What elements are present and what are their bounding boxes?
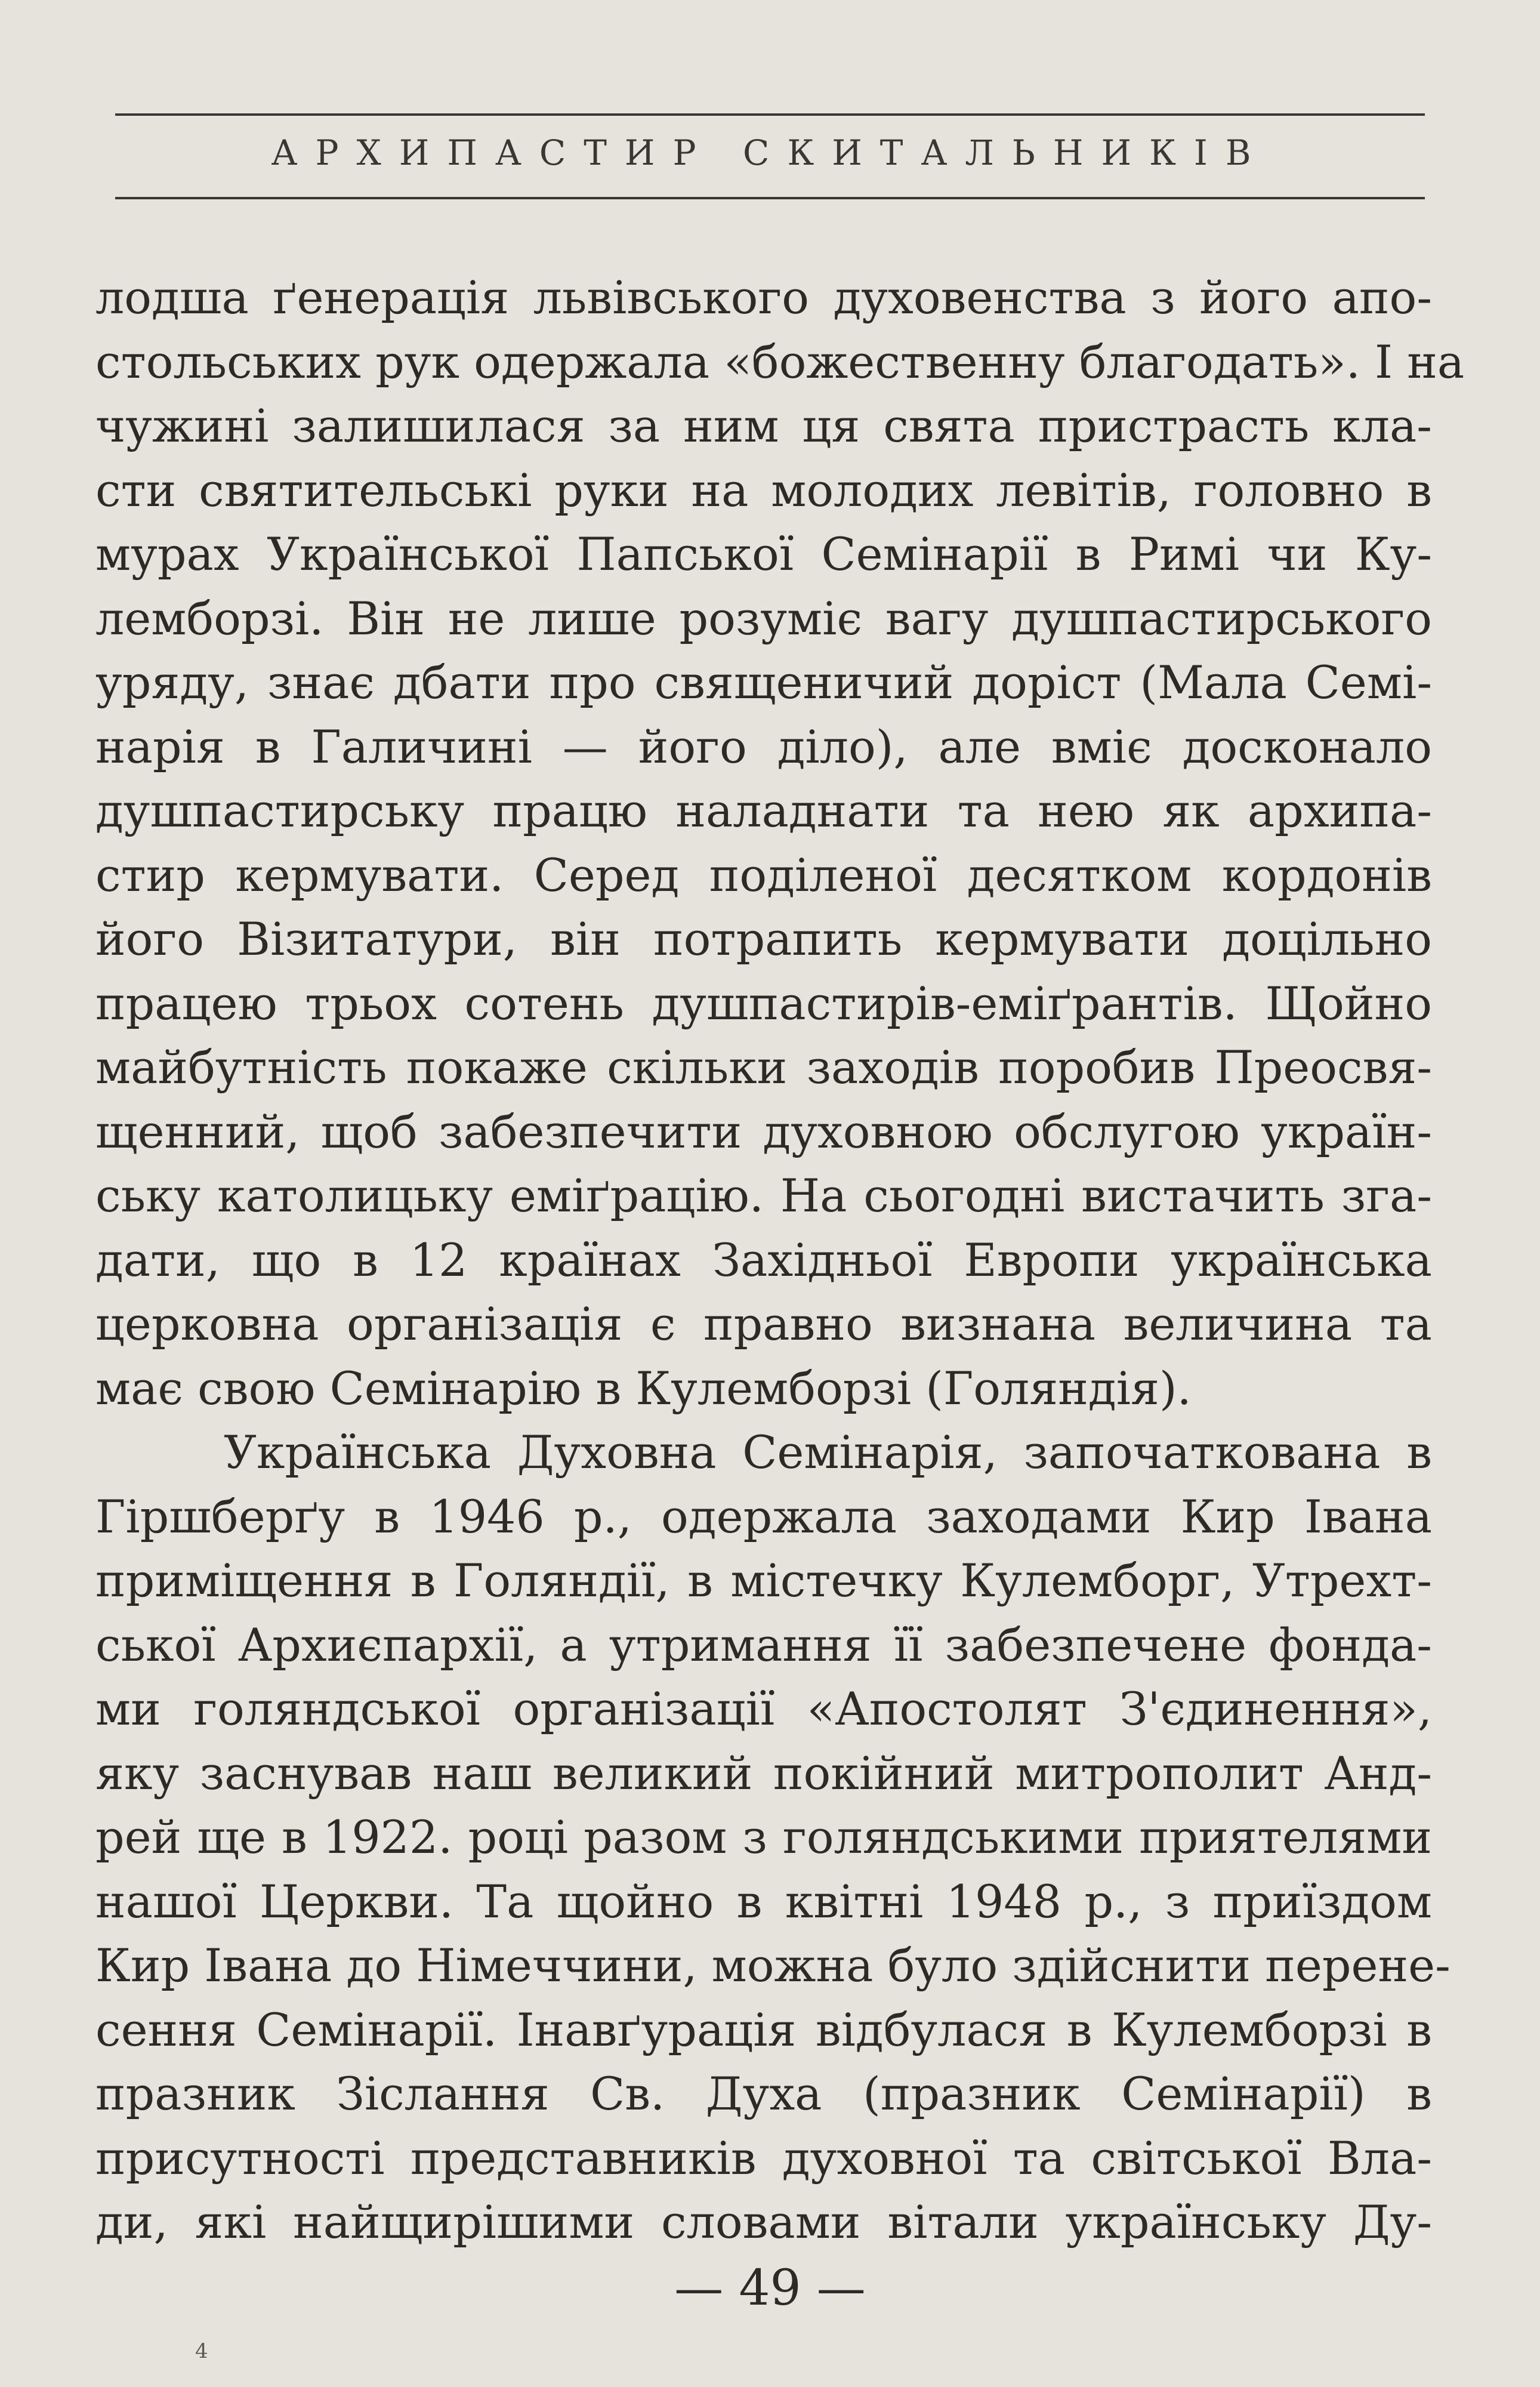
text-line: нарія в Галичині — його діло), але вміє досконало	[95, 720, 1432, 773]
header-rule-top	[115, 113, 1425, 116]
text-line: лемборзі. Він не лише розуміє вагу душпастирського	[95, 591, 1432, 645]
text-line: майбутність покаже скільки заходів поробив Преосвя-	[95, 1041, 1432, 1094]
text-line: лодша ґенерація львівського духовенства з його апо-	[95, 271, 1432, 324]
text-line: Кир Івана до Німеччини, можна було здійснити перене-	[95, 1939, 1450, 1992]
running-head: АРХИПАСТИР СКИТАЛЬНИКІВ	[271, 132, 1269, 173]
text-line: Гіршберґу в 1946 р., одержала заходами Кир Івана	[95, 1489, 1432, 1543]
text-line: щенний, щоб забезпечити духовною обслугою україн-	[95, 1105, 1432, 1158]
text-line: сення Семінарії. Інавґурація відбулася в Кулемборзі в	[95, 2003, 1432, 2056]
text-line: дати, що в 12 країнах Західньої Европи українська	[95, 1233, 1432, 1287]
text-line: його Візитатури, він потрапить кермувати доцільно	[95, 912, 1432, 966]
text-line: працею трьох сотень душпастирів-еміґрантів. Щойно	[95, 976, 1432, 1030]
text-line: церковна організація є правно визнана величина та	[95, 1297, 1432, 1350]
text-line: ми голяндської організації «Апостолят З'єдинення»,	[95, 1682, 1432, 1735]
text-line: Українська Духовна Семінарія, започаткована в	[224, 1426, 1432, 1479]
text-line: яку заснував наш великий покійний митрополит Анд-	[95, 1746, 1432, 1800]
signature-mark: 4	[195, 2339, 208, 2363]
text-line: ську католицьку еміґрацію. На сьогодні вистачить зга-	[95, 1169, 1432, 1222]
body-text	[95, 266, 1465, 2255]
text-line: празник Зіслання Св. Духа (празник Семінарії) в	[95, 2067, 1432, 2120]
text-line: приміщення в Голяндії, в містечку Кулемборг, Утрехт-	[95, 1554, 1432, 1607]
text-line: має свою Семінарію в Кулемборзі (Голяндія).	[95, 1361, 1192, 1415]
text-line: нашої Церкви. Та щойно в квітні 1948 р., з приїздом	[95, 1874, 1432, 1928]
header-rule-bottom	[115, 197, 1425, 199]
text-line: присутності представників духовної та світської Вла-	[95, 2131, 1432, 2185]
text-line: рей ще в 1922. році разом з голяндськими приятелями	[95, 1811, 1432, 1864]
text-line: сти святительські руки на молодих левітів, головно в	[95, 463, 1432, 517]
text-line: стольських рук одержала «божественну благодать». І на	[95, 335, 1465, 388]
text-line: стир кермувати. Серед поділеної десятком кордонів	[95, 848, 1432, 902]
text-line: ди, які найщирішими словами вітали українську Ду-	[95, 2195, 1432, 2249]
text-line: мурах Української Папської Семінарії в Римі чи Ку-	[95, 528, 1432, 581]
text-line: чужині залишилася за ним ця свята пристрасть кла-	[95, 399, 1432, 452]
text-line: ської Архиєпархії, а утримання її забезпечене фонда-	[95, 1618, 1432, 1671]
text-line: душпастирську працю наладнати та нею як архипа-	[95, 784, 1432, 837]
text-line: уряду, знає дбати про священичий доріст (Мала Семі-	[95, 656, 1432, 709]
page-number: — 49 —	[674, 2260, 866, 2317]
